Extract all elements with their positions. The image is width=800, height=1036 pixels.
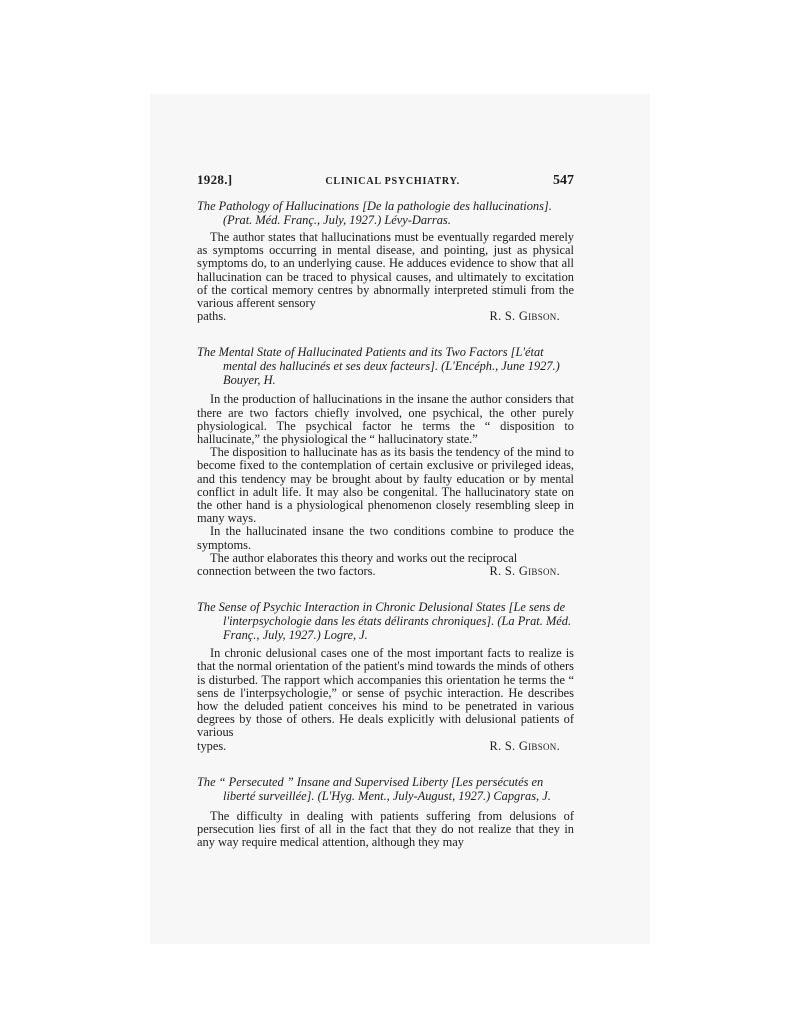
- article-1: [197, 199, 574, 323]
- header-year: 1928.]: [197, 172, 233, 187]
- last-line-text: paths.: [197, 309, 227, 324]
- signature-line: [197, 310, 574, 323]
- article-paragraph: The disposition to hallucinate has as its basis the tendency of the mind to become fixed to the contemplation of certain exclusive or privileged ideas, and this tendency may be brought about by faulty education or by mental conflict in adult life. It may also be congenital. The hallucinatory state on the other hand is a physiological phenomenon closely resembling sleep in many ways.: [197, 445, 574, 526]
- header-title: CLINICAL PSYCHIATRY.: [325, 176, 460, 187]
- article-paragraph: In the hallucinated insane the two conditions combine to produce the symptoms.: [197, 524, 574, 552]
- article-4: [197, 775, 574, 850]
- article-reference: The “ Persecuted ” Insane and Supervised Liberty [Les persécutés en liberté surveillée]. (L'Hyg. Ment., July-August, 1927.) Capgras, J.: [197, 774, 551, 803]
- article-paragraph: The author elaborates this theory and works out the reciprocal: [210, 550, 518, 565]
- reviewer-signature: R. S. Gibson.: [489, 309, 560, 324]
- article-paragraph: In chronic delusional cases one of the most important facts to realize is that the normal orientation of the patient's mind towards the minds of others is disturbed. The rapport which accompanies this orientation he terms the “ sens de l'interpsychologie,” or sense of psychic interaction. He describes how the deluded patient conceives his mind to be penetrated in various degrees by those of others. He deals explicitly with delusional patients of various: [197, 646, 574, 740]
- signature-line: [197, 565, 574, 578]
- last-line-text: connection between the two factors.: [197, 564, 376, 579]
- reviewer-signature: R. S. Gibson.: [489, 564, 560, 579]
- article-reference: The Sense of Psychic Interaction in Chronic Delusional States [Le sens de l'interpsychologie dans les états délirants chroniques]. (La Prat. Méd. Franç., July, 1927.) Logre, J.: [197, 600, 572, 643]
- running-header: [197, 172, 574, 189]
- text-column: [197, 172, 574, 850]
- article-paragraph: In the production of hallucinations in the insane the author considers that there are two factors chiefly involved, one psychical, the other purely physiological. The psychical factor he terms the “ disposition to hallucinate,” the physiological the “ hallucinatory state.”: [197, 392, 574, 447]
- article-reference: The Mental State of Hallucinated Patients and its Two Factors [L'état mental des hallucinés et ses deux facteurs]. (L'Encéph., June 1927.) Bouyer, H.: [197, 345, 560, 388]
- article-3: [197, 600, 574, 753]
- last-line-text: types.: [197, 738, 227, 753]
- article-2: [197, 345, 574, 578]
- signature-line: [197, 740, 574, 753]
- page-number: 547: [553, 173, 574, 188]
- article-paragraph: The difficulty in dealing with patients suffering from delusions of persecution lies first of all in the fact that they do not realize that they in any way require medical attention, although they may: [197, 808, 574, 850]
- article-reference: The Pathology of Hallucinations [De la pathologie des hallucinations]. (Prat. Méd. Franç., July, 1927.) Lévy-Darras.: [197, 199, 552, 227]
- article-paragraph: The author states that hallucinations must be eventually regarded merely as symptoms occurring in mental disease, and pointing, just as physical symptoms do, to an underlying cause. He adduces evidence to show that all hallucination can be traced to physical causes, and ultimately to excitation of the cortical memory centres by abnormally interpreted stimuli from the various afferent sensory: [197, 230, 574, 311]
- reviewer-signature: R. S. Gibson.: [489, 738, 560, 753]
